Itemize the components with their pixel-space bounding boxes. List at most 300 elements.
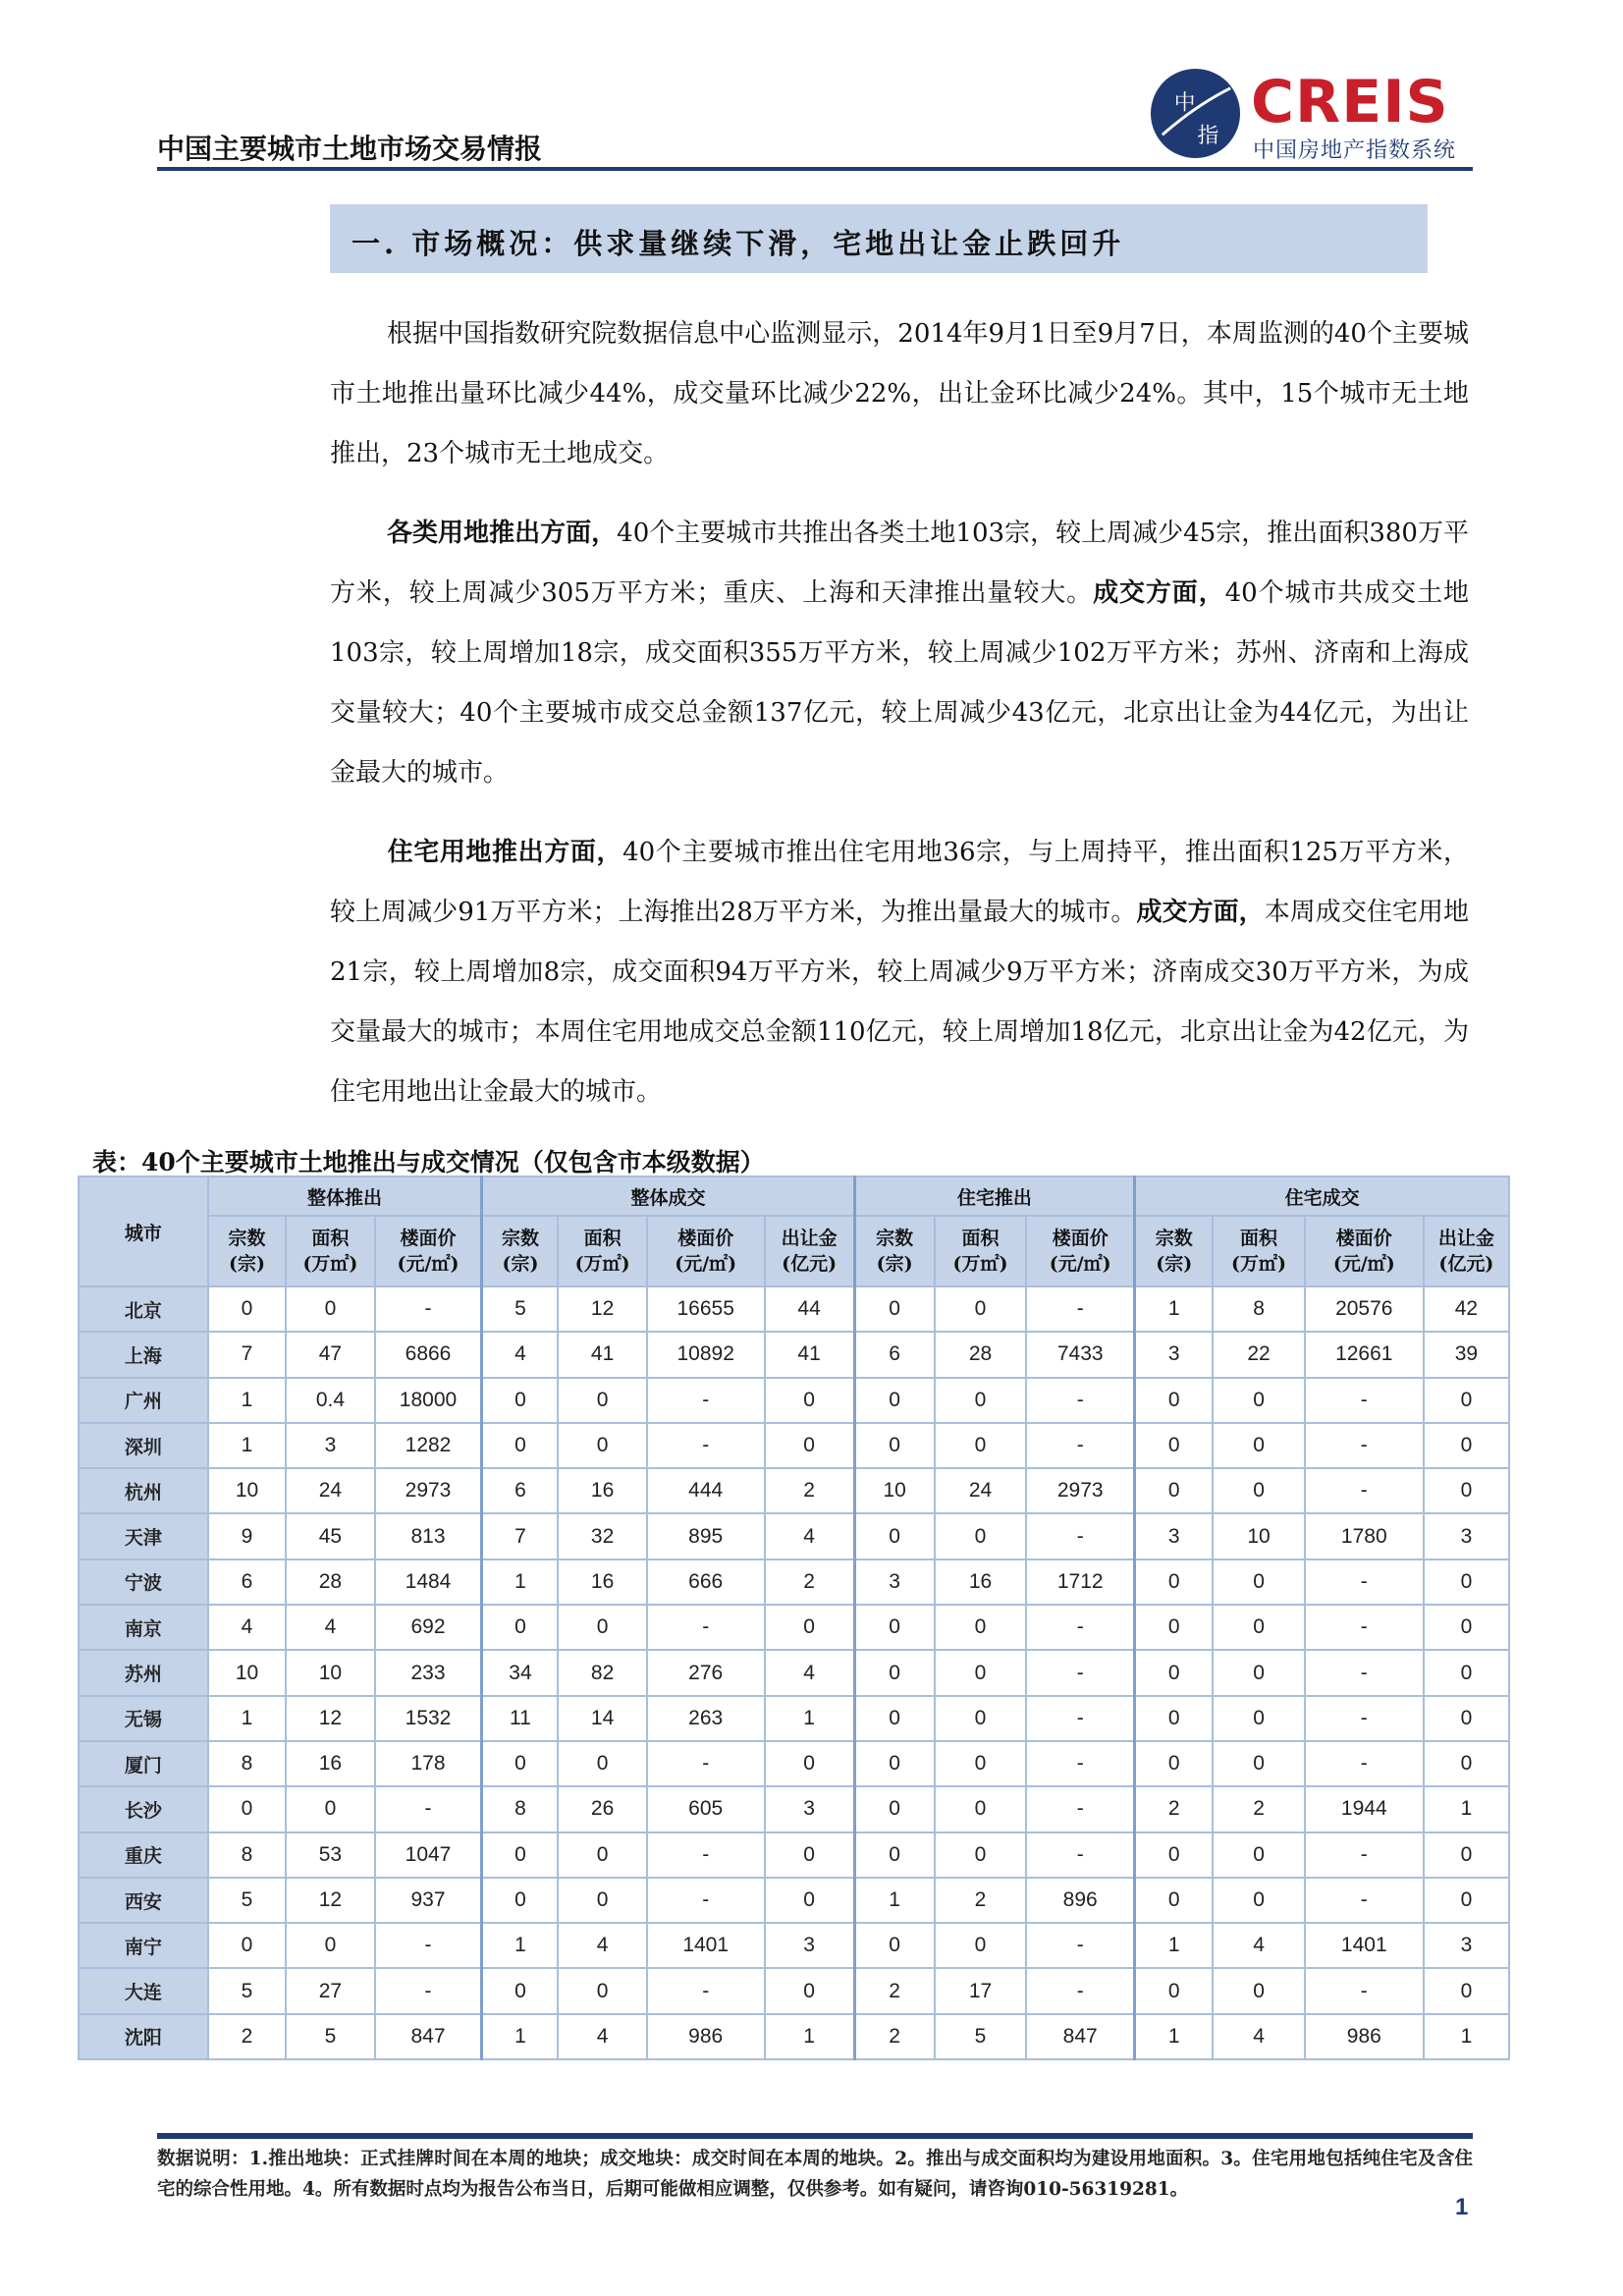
data-cell: 1 [765, 2014, 854, 2059]
data-cell: 0 [1213, 1741, 1304, 1786]
city-cell: 大连 [79, 1968, 208, 2013]
data-cell: 11 [482, 1696, 559, 1741]
residential-supply-heading: 住宅用地推出方面， [387, 838, 623, 867]
data-cell: 4 [482, 1332, 559, 1377]
city-cell: 无锡 [79, 1696, 208, 1741]
data-cell: 0 [1213, 1968, 1304, 2013]
header-divider [157, 167, 1473, 171]
sub-header-label: 面积 [583, 1228, 622, 1249]
data-cell: - [647, 1378, 765, 1423]
data-cell: 0 [854, 1286, 935, 1332]
sub-header-unit: (万㎡) [574, 1253, 630, 1275]
data-cell: 24 [935, 1468, 1026, 1513]
data-cell: 0 [935, 1923, 1026, 1968]
data-cell: 0 [854, 1605, 935, 1650]
data-cell: 10 [854, 1468, 935, 1513]
data-cell: 0 [765, 1878, 854, 1923]
land-market-table [78, 1175, 1510, 2060]
residential-deal-text: 本周成交住宅用地21宗，较上周增加8宗，成交面积94万平方米，较上周减少9万平方米；济南成交30万平方米，为成交量最大的城市；本周住宅用地成交总金额110亿元，较上周增加18亿元，北京出让金为42亿元，为住宅用地出让金最大的城市。 [330, 898, 1469, 1107]
data-cell: 2 [1135, 1786, 1214, 1831]
data-cell: 0 [1424, 1696, 1509, 1741]
data-cell: 1 [765, 1696, 854, 1741]
sub-header-area [1213, 1216, 1304, 1286]
data-cell: 0 [482, 1378, 559, 1423]
data-cell: 0 [765, 1423, 854, 1468]
data-cell: 3 [854, 1559, 935, 1605]
sub-header-unit: (元/㎡) [675, 1253, 737, 1275]
data-cell: 4 [558, 1923, 646, 1968]
residential-supply-text: 40个主要城市推出住宅用地36宗，与上周持平，推出面积125万平方米，较上周减少91万平方米；上海推出28万平方米，为推出量最大的城市。 [330, 838, 1469, 927]
data-cell: 0 [1135, 1968, 1214, 2013]
table-row [79, 2014, 1509, 2059]
data-cell: 0 [1135, 1423, 1214, 1468]
sub-header-label: 楼面价 [677, 1228, 734, 1249]
sub-header-count [854, 1216, 935, 1286]
city-cell: 重庆 [79, 1832, 208, 1878]
data-cell: 8 [208, 1741, 287, 1786]
data-cell: 6 [854, 1332, 935, 1377]
data-cell: - [375, 1786, 482, 1831]
data-cell: 0 [854, 1741, 935, 1786]
data-cell: 0 [854, 1923, 935, 1968]
sub-header-unit: (万㎡) [952, 1253, 1008, 1275]
sub-header-unit: (亿元) [1438, 1253, 1494, 1275]
data-cell: 10 [286, 1650, 374, 1695]
data-cell: - [647, 1968, 765, 2013]
data-cell: 0 [1135, 1696, 1214, 1741]
data-cell: 1 [482, 2014, 559, 2059]
data-cell: 0 [854, 1423, 935, 1468]
sub-header-label: 宗数 [228, 1228, 266, 1249]
data-cell: 32 [558, 1513, 646, 1558]
data-cell: 0 [1135, 1650, 1214, 1695]
data-cell: 16 [558, 1559, 646, 1605]
data-cell: 1 [1135, 2014, 1214, 2059]
data-cell: 813 [375, 1513, 482, 1558]
data-cell: 6866 [375, 1332, 482, 1377]
sub-header-label: 出让金 [1437, 1228, 1494, 1249]
data-cell: 0 [935, 1378, 1026, 1423]
sub-header-unit: (宗) [876, 1253, 913, 1275]
table-row [79, 1378, 1509, 1423]
data-cell: 16 [558, 1468, 646, 1513]
data-cell: 0 [765, 1605, 854, 1650]
table-row [79, 1878, 1509, 1923]
data-cell: 12661 [1305, 1332, 1424, 1377]
data-cell: 0 [208, 1286, 287, 1332]
data-cell: 0 [935, 1513, 1026, 1558]
data-cell: 1712 [1026, 1559, 1134, 1605]
data-cell: 1401 [647, 1923, 765, 1968]
all-land-supply-text: 40个主要城市共推出各类土地103宗，较上周减少45宗，推出面积380万平方米，较上周减少305万平方米；重庆、上海和天津推出量较大。 [330, 519, 1469, 608]
data-cell: 0 [482, 1605, 559, 1650]
data-cell: - [1305, 1968, 1424, 2013]
data-cell: 0 [935, 1605, 1026, 1650]
logo-emblem-icon [1149, 67, 1242, 160]
data-cell: 8 [208, 1832, 287, 1878]
data-footnote: 数据说明：1.推出地块：正式挂牌时间在本周的地块；成交地块：成交时间在本周的地块。2。推出与成交面积均为建设用地面积。3。住宅用地包括纯住宅及含住宅的综合性用地。4。所有数据时点均为报告公布当日，后期可能做相应调整，仅供参考。如有疑问，请咨询010-56319281。 [157, 2149, 1473, 2200]
data-cell: 0 [935, 1832, 1026, 1878]
data-cell: - [1305, 1605, 1424, 1650]
data-cell: 0 [1424, 1605, 1509, 1650]
city-cell: 天津 [79, 1513, 208, 1558]
data-cell: 0 [482, 1878, 559, 1923]
data-cell: 5 [482, 1286, 559, 1332]
group-header-total-deal: 整体成交 [482, 1176, 854, 1216]
data-cell: 1401 [1305, 1923, 1424, 1968]
data-cell: 666 [647, 1559, 765, 1605]
data-cell: 0 [854, 1696, 935, 1741]
all-land-supply-heading: 各类用地推出方面， [387, 519, 618, 548]
data-cell: 0 [1213, 1468, 1304, 1513]
data-cell: - [1026, 1832, 1134, 1878]
data-cell: 27 [286, 1968, 374, 2013]
data-cell: 0 [935, 1650, 1026, 1695]
city-cell: 西安 [79, 1878, 208, 1923]
data-cell: 0 [1213, 1378, 1304, 1423]
sub-header-unit: (万㎡) [302, 1253, 358, 1275]
sub-header-label: 出让金 [781, 1228, 838, 1249]
data-cell: 16655 [647, 1286, 765, 1332]
table-row [79, 1832, 1509, 1878]
sub-header-label: 楼面价 [400, 1228, 457, 1249]
table-row [79, 1513, 1509, 1558]
data-cell: 3 [1135, 1513, 1214, 1558]
table-row [79, 1741, 1509, 1786]
data-cell: 986 [1305, 2014, 1424, 2059]
data-cell: 12 [286, 1696, 374, 1741]
column-header-city: 城市 [79, 1176, 208, 1286]
data-cell: 1047 [375, 1832, 482, 1878]
data-cell: 3 [286, 1423, 374, 1468]
data-cell: 3 [765, 1923, 854, 1968]
data-cell: 0 [1213, 1832, 1304, 1878]
data-cell: 28 [935, 1332, 1026, 1377]
data-cell: 26 [558, 1786, 646, 1831]
data-cell: 0 [854, 1650, 935, 1695]
data-cell: - [1305, 1878, 1424, 1923]
data-cell: 3 [1424, 1513, 1509, 1558]
data-cell: - [647, 1878, 765, 1923]
data-cell: 1 [482, 1923, 559, 1968]
data-cell: 41 [558, 1332, 646, 1377]
data-cell: 18000 [375, 1378, 482, 1423]
data-cell: 10 [208, 1650, 287, 1695]
data-cell: 0 [1135, 1741, 1214, 1786]
data-cell: 4 [1213, 2014, 1304, 2059]
sub-header-price [375, 1216, 482, 1286]
data-cell: 4 [208, 1605, 287, 1650]
data-cell: 605 [647, 1786, 765, 1831]
table-row [79, 1468, 1509, 1513]
city-cell: 北京 [79, 1286, 208, 1332]
data-cell: 178 [375, 1741, 482, 1786]
sub-header-unit: (元/㎡) [1332, 1253, 1395, 1275]
data-cell: - [1026, 1378, 1134, 1423]
sub-header-unit: (元/㎡) [1049, 1253, 1111, 1275]
data-cell: 1 [1424, 2014, 1509, 2059]
data-cell: 444 [647, 1468, 765, 1513]
data-cell: 0 [482, 1968, 559, 2013]
sub-header-count [208, 1216, 287, 1286]
data-cell: 3 [1135, 1332, 1214, 1377]
sub-header-label: 宗数 [876, 1228, 914, 1249]
data-cell: 16 [935, 1559, 1026, 1605]
sub-header-count [482, 1216, 559, 1286]
data-cell: 10 [208, 1468, 287, 1513]
data-cell: 0 [854, 1378, 935, 1423]
data-cell: 0 [1135, 1559, 1214, 1605]
data-cell: 0 [1424, 1878, 1509, 1923]
data-cell: 0 [1135, 1468, 1214, 1513]
data-cell: 10 [1213, 1513, 1304, 1558]
city-cell: 宁波 [79, 1559, 208, 1605]
group-header-total-supply: 整体推出 [208, 1176, 482, 1216]
data-cell: 0 [854, 1786, 935, 1831]
data-cell: 2 [854, 2014, 935, 2059]
data-cell: 0 [482, 1741, 559, 1786]
data-cell: 1944 [1305, 1786, 1424, 1831]
data-cell: 0 [482, 1423, 559, 1468]
data-cell: 0 [765, 1832, 854, 1878]
data-cell: 0 [765, 1968, 854, 2013]
data-cell: 0 [1424, 1559, 1509, 1605]
data-cell: - [375, 1968, 482, 2013]
data-cell: 0 [935, 1423, 1026, 1468]
data-cell: 2 [765, 1559, 854, 1605]
table-row [79, 1968, 1509, 2013]
data-cell: 0 [1424, 1741, 1509, 1786]
sub-header-unit: (亿元) [782, 1253, 838, 1275]
table-caption: 表：40个主要城市土地推出与成交情况（仅包含市本级数据） [92, 1148, 765, 1176]
data-cell: 0 [1213, 1423, 1304, 1468]
data-cell: 0 [935, 1286, 1026, 1332]
sub-header-fee [1424, 1216, 1509, 1286]
group-header-res-supply: 住宅推出 [854, 1176, 1135, 1216]
sub-header-label: 面积 [311, 1228, 350, 1249]
data-cell: 8 [482, 1786, 559, 1831]
data-cell: 0 [208, 1786, 287, 1831]
sub-header-label: 面积 [1240, 1228, 1278, 1249]
data-cell: 5 [286, 2014, 374, 2059]
data-cell: 692 [375, 1605, 482, 1650]
sub-header-label: 楼面价 [1335, 1228, 1392, 1249]
data-cell: - [1305, 1741, 1424, 1786]
sub-header-unit: (宗) [502, 1253, 539, 1275]
page-header [157, 0, 1473, 172]
table-row [79, 1605, 1509, 1650]
data-cell: - [1026, 1786, 1134, 1831]
data-cell: 22 [1213, 1332, 1304, 1377]
table-row [79, 1923, 1509, 1968]
data-cell: 0 [558, 1832, 646, 1878]
data-cell: 39 [1424, 1332, 1509, 1377]
page-number: 1 [1455, 2194, 1469, 2220]
sub-header-label: 面积 [961, 1228, 1000, 1249]
data-cell: 6 [208, 1559, 287, 1605]
sub-header-fee [765, 1216, 854, 1286]
paragraph-overview [330, 304, 1469, 484]
data-cell: - [647, 1832, 765, 1878]
city-cell: 杭州 [79, 1468, 208, 1513]
data-cell: 263 [647, 1696, 765, 1741]
data-cell: 2 [765, 1468, 854, 1513]
data-cell: 53 [286, 1832, 374, 1878]
data-cell: 0 [935, 1696, 1026, 1741]
data-cell: 986 [647, 2014, 765, 2059]
data-cell: 2 [208, 2014, 287, 2059]
sub-header-price [1305, 1216, 1424, 1286]
table-row [79, 1650, 1509, 1695]
data-cell: 0 [1213, 1605, 1304, 1650]
sub-header-unit: (宗) [229, 1253, 265, 1275]
data-cell: 8 [1213, 1286, 1304, 1332]
data-cell: 82 [558, 1650, 646, 1695]
sub-header-label: 楼面价 [1052, 1228, 1109, 1249]
data-cell: 6 [482, 1468, 559, 1513]
data-cell: 1532 [375, 1696, 482, 1741]
data-cell: 1282 [375, 1423, 482, 1468]
data-cell: 0 [1135, 1605, 1214, 1650]
data-cell: 24 [286, 1468, 374, 1513]
data-cell: - [1026, 1968, 1134, 2013]
data-cell: 12 [286, 1878, 374, 1923]
logo-char-bottom: 指 [1197, 124, 1219, 149]
data-cell: 1 [1424, 1786, 1509, 1831]
data-cell: 0 [765, 1741, 854, 1786]
paragraph-all-land [330, 504, 1469, 803]
data-cell: 1484 [375, 1559, 482, 1605]
sub-header-label: 宗数 [501, 1228, 539, 1249]
city-cell: 南宁 [79, 1923, 208, 1968]
data-cell: 4 [765, 1513, 854, 1558]
data-cell: 28 [286, 1559, 374, 1605]
data-cell: 1 [482, 1559, 559, 1605]
city-cell: 厦门 [79, 1741, 208, 1786]
city-cell: 上海 [79, 1332, 208, 1377]
creis-logo [1149, 67, 1473, 163]
sub-header-area [286, 1216, 374, 1286]
data-cell: 7 [482, 1513, 559, 1558]
data-cell: 42 [1424, 1286, 1509, 1332]
data-cell: 847 [375, 2014, 482, 2059]
city-cell: 长沙 [79, 1786, 208, 1831]
data-cell: 0 [765, 1378, 854, 1423]
data-cell: 2 [1213, 1786, 1304, 1831]
data-cell: - [1305, 1650, 1424, 1695]
data-cell: 2973 [375, 1468, 482, 1513]
data-cell: 0 [1424, 1468, 1509, 1513]
data-cell: 0 [854, 1832, 935, 1878]
report-title: 中国主要城市土地市场交易情报 [157, 133, 543, 165]
data-cell: 41 [765, 1332, 854, 1377]
data-cell: - [1026, 1605, 1134, 1650]
city-cell: 南京 [79, 1605, 208, 1650]
data-cell: 0 [1424, 1378, 1509, 1423]
data-cell: - [1305, 1468, 1424, 1513]
data-cell: 233 [375, 1650, 482, 1695]
data-cell: - [1026, 1423, 1134, 1468]
table-row [79, 1696, 1509, 1741]
table-row [79, 1286, 1509, 1332]
residential-deal-heading: 成交方面， [1136, 898, 1265, 927]
table-row [79, 1786, 1509, 1831]
logo-char-top: 中 [1173, 90, 1196, 116]
data-cell: 0 [1135, 1832, 1214, 1878]
data-cell: 1 [1135, 1286, 1214, 1332]
data-cell: 0 [558, 1605, 646, 1650]
data-cell: - [1305, 1832, 1424, 1878]
data-cell: 9 [208, 1513, 287, 1558]
data-cell: 0.4 [286, 1378, 374, 1423]
sub-header-count [1135, 1216, 1214, 1286]
sub-header-area [558, 1216, 646, 1286]
data-cell: 0 [558, 1968, 646, 2013]
data-cell: 0 [854, 1513, 935, 1558]
data-cell: 17 [935, 1968, 1026, 2013]
table-row [79, 1423, 1509, 1468]
data-cell: 1 [854, 1878, 935, 1923]
data-cell: 0 [558, 1741, 646, 1786]
data-cell: 0 [558, 1378, 646, 1423]
data-cell: 0 [935, 1786, 1026, 1831]
city-cell: 沈阳 [79, 2014, 208, 2059]
data-cell: 3 [1424, 1923, 1509, 1968]
data-cell: 0 [208, 1923, 287, 1968]
data-cell: 2 [854, 1968, 935, 2013]
data-cell: 2 [935, 1878, 1026, 1923]
data-cell: - [375, 1923, 482, 1968]
sub-header-row [79, 1216, 1509, 1286]
data-cell: 0 [1213, 1559, 1304, 1605]
data-cell: 0 [286, 1786, 374, 1831]
data-cell: - [647, 1605, 765, 1650]
data-cell: 47 [286, 1332, 374, 1377]
data-cell: - [1026, 1696, 1134, 1741]
data-cell: 1 [208, 1696, 287, 1741]
paragraph-residential [330, 823, 1469, 1122]
data-cell: 896 [1026, 1878, 1134, 1923]
data-cell: 2973 [1026, 1468, 1134, 1513]
data-cell: 0 [1135, 1878, 1214, 1923]
sub-header-label: 宗数 [1155, 1228, 1193, 1249]
data-cell: 0 [1213, 1878, 1304, 1923]
data-cell: 0 [558, 1423, 646, 1468]
data-cell: - [647, 1741, 765, 1786]
data-cell: - [647, 1423, 765, 1468]
data-cell: 44 [765, 1286, 854, 1332]
data-cell: - [1026, 1741, 1134, 1786]
data-cell: 0 [558, 1878, 646, 1923]
data-cell: 20576 [1305, 1286, 1424, 1332]
table-body [79, 1286, 1509, 2059]
city-cell: 广州 [79, 1378, 208, 1423]
data-cell: - [1026, 1513, 1134, 1558]
city-cell: 深圳 [79, 1423, 208, 1468]
data-cell: - [1305, 1696, 1424, 1741]
data-cell: 12 [558, 1286, 646, 1332]
data-cell: - [1026, 1650, 1134, 1695]
logo-subtitle: 中国房地产指数系统 [1253, 138, 1457, 163]
data-cell: 5 [208, 1878, 287, 1923]
data-cell: 0 [1424, 1968, 1509, 2013]
data-cell: 4 [286, 1605, 374, 1650]
data-cell: - [1026, 1923, 1134, 1968]
data-cell: 937 [375, 1878, 482, 1923]
data-cell: - [1026, 1286, 1134, 1332]
data-cell: - [375, 1286, 482, 1332]
data-cell: 5 [935, 2014, 1026, 2059]
